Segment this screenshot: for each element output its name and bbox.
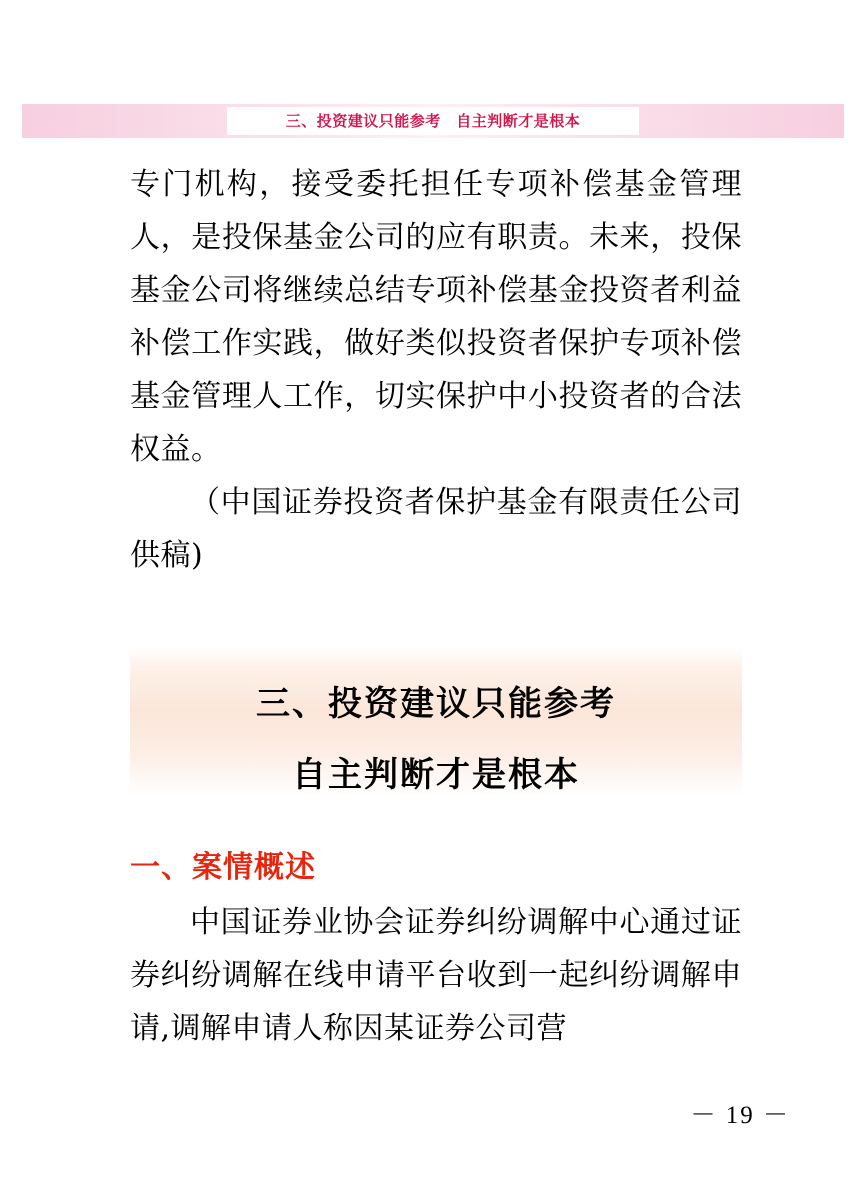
running-header-title: 三、投资建议只能参考 自主判断才是根本 xyxy=(285,112,581,130)
body-paragraph-attribution: （中国证券投资者保护基金有限责任公司 供稿) xyxy=(130,485,742,573)
section-title-plate xyxy=(130,648,742,796)
body-text-block xyxy=(130,158,742,582)
subsection-text-block xyxy=(130,896,742,1055)
section-title-line-1: 三、投资建议只能参考 xyxy=(256,684,616,724)
running-header xyxy=(22,104,844,138)
page-number: － 19 － xyxy=(690,1102,790,1129)
subsection-heading-case-overview: 一、案情概述 xyxy=(130,850,316,885)
section-title-line-2: 自主判断才是根本 xyxy=(292,755,580,795)
body-paragraph-continued: 专门机构，接受委托担任专项补偿基金管理人，是投保基金公司的应有职责。未来，投保基金公司将继续总结专项补偿基金投资者利益补偿工作实践，做好类似投资者保护专项补偿基金管理人工作，切实保护中小投资者的合法权益。 xyxy=(130,167,742,467)
subsection-paragraph-1: 中国证券业协会证券纠纷调解中心通过证券纠纷调解在线申请平台收到一起纠纷调解申请,调解申请人称因某证券公司营 xyxy=(130,905,742,1046)
